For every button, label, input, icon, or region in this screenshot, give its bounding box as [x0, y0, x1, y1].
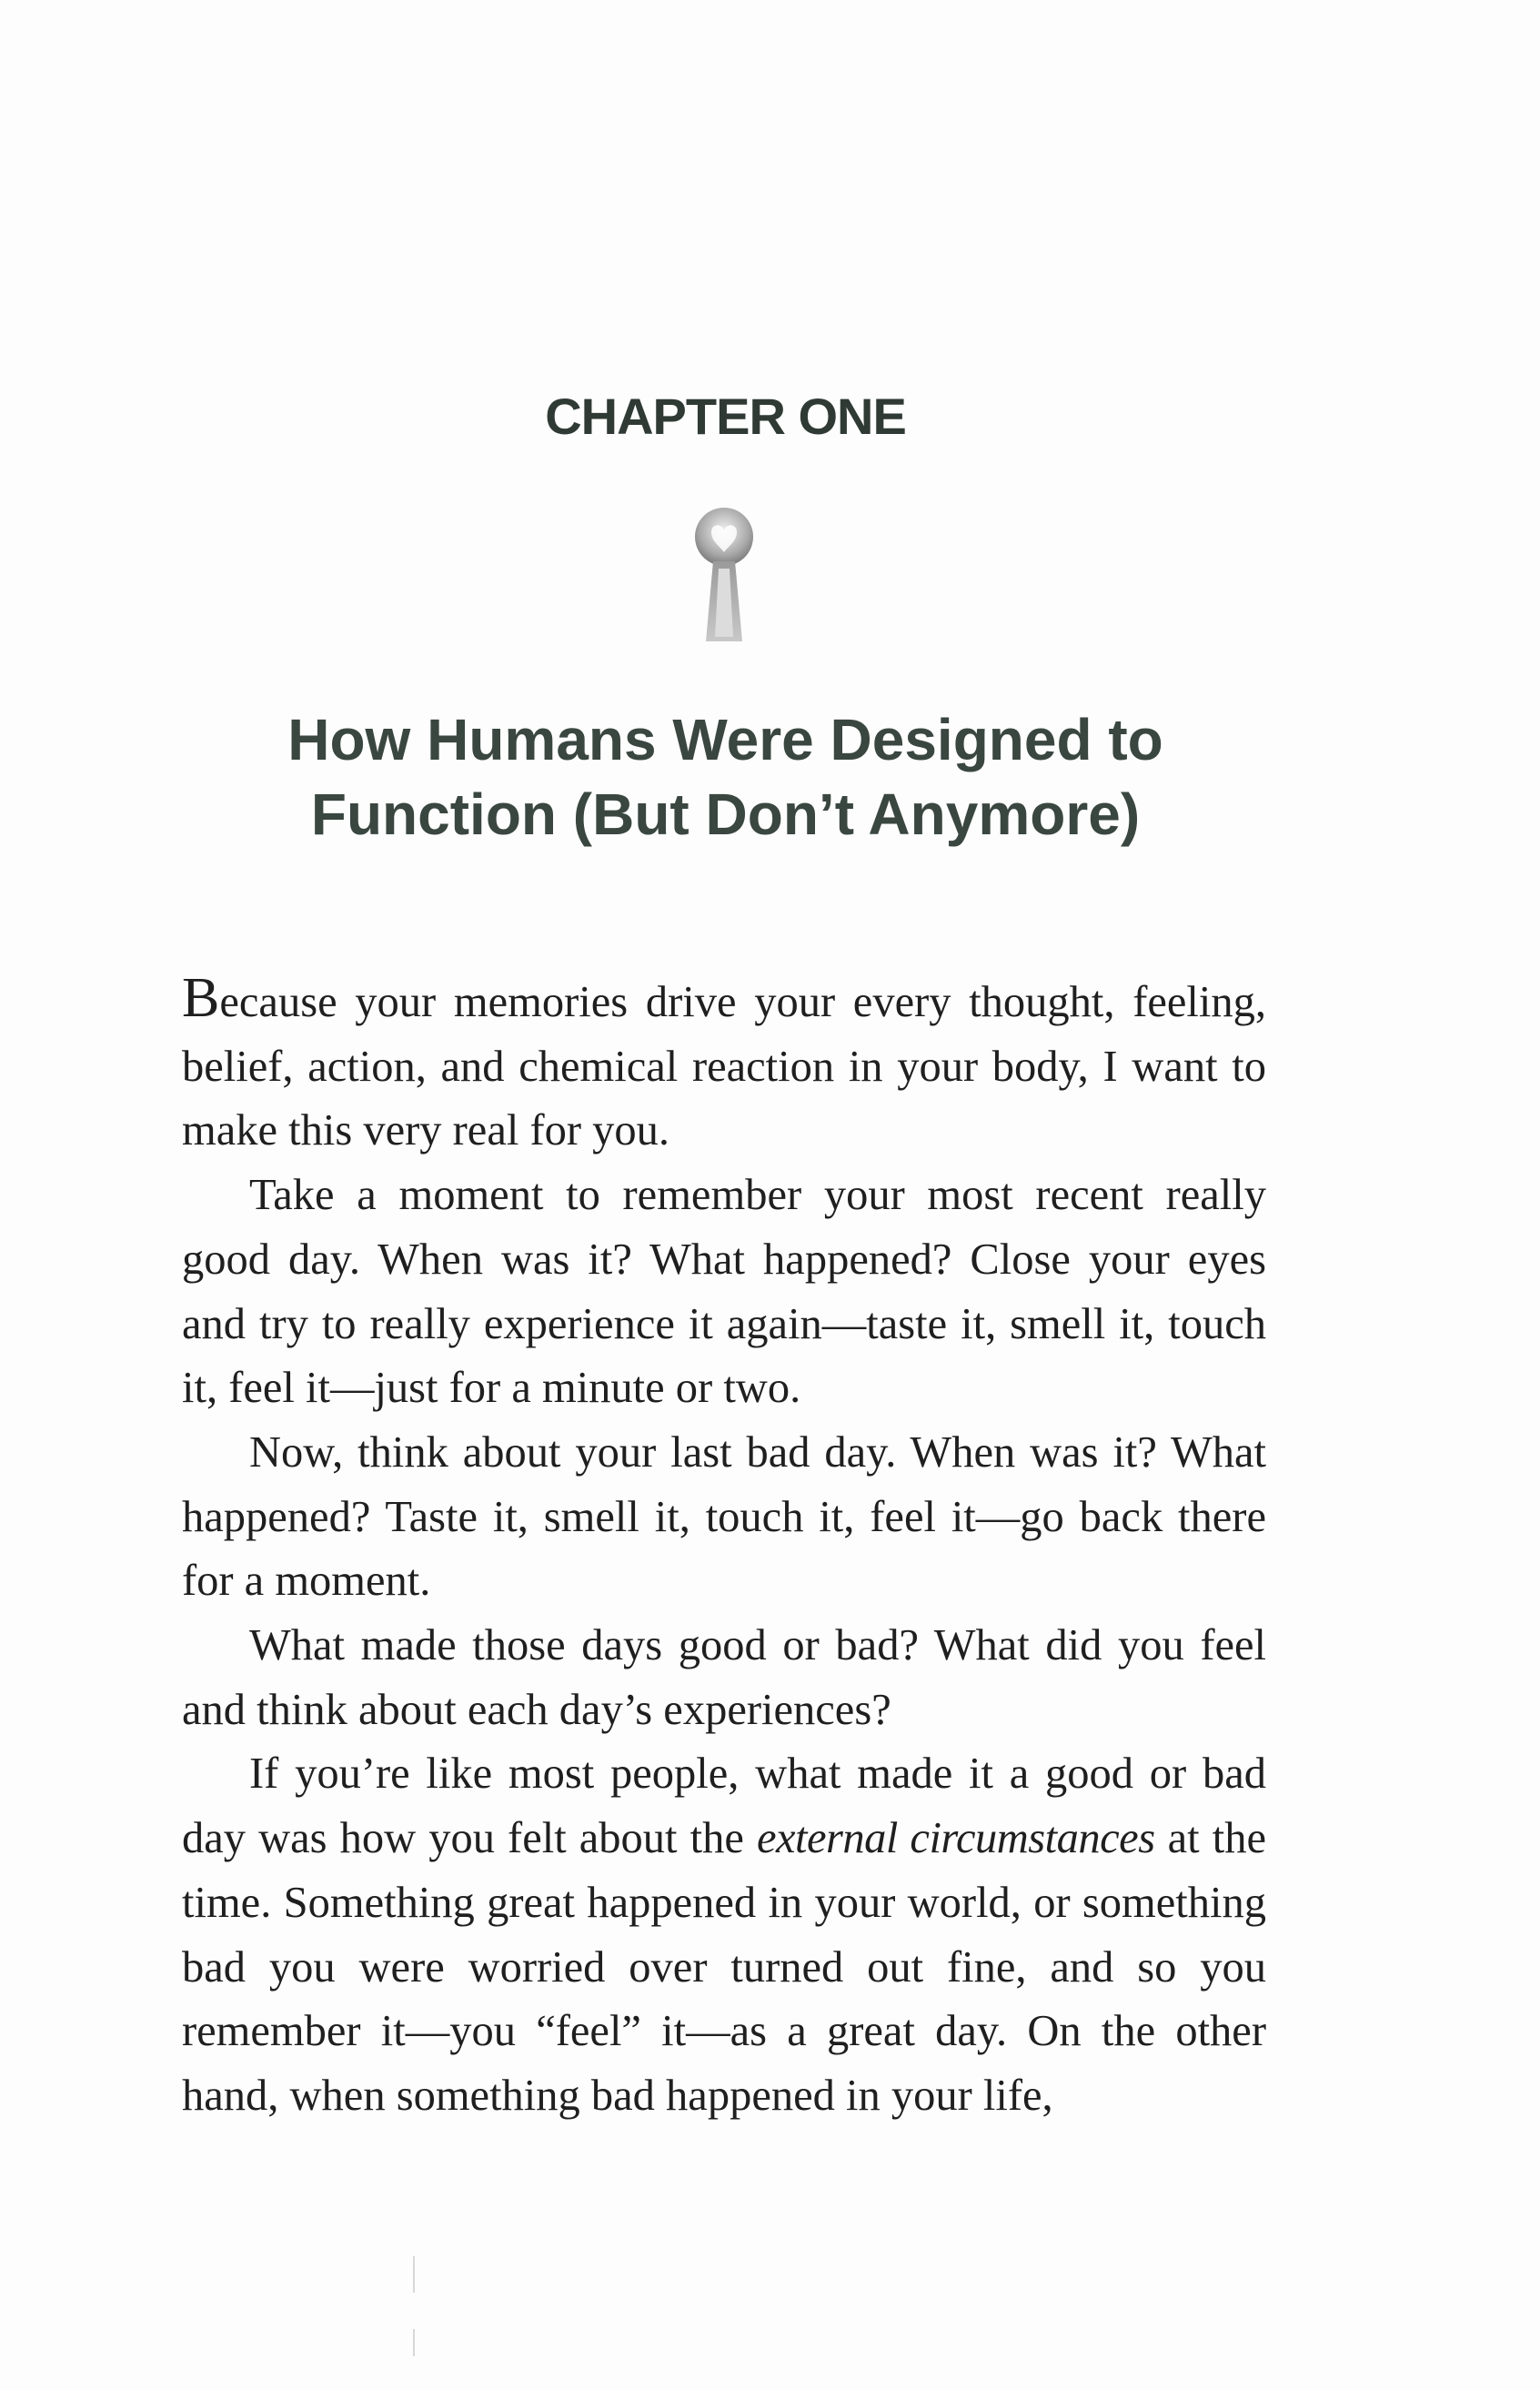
chapter-title-line-1: How Humans Were Designed to: [287, 707, 1163, 772]
chapter-title-line-2: Function (But Don’t Anymore): [310, 782, 1141, 847]
chapter-label: CHAPTER ONE: [545, 388, 906, 445]
paragraph-5-text-a: If you’re like most people, what made it a good or bad day was how you felt about the: [182, 1750, 1266, 1863]
paragraph-1: [182, 966, 1266, 1164]
paragraph-5: [182, 1742, 1266, 2128]
paragraph-4: What made those days good or bad? What did you feel and think about each day’s experiences?: [182, 1621, 1266, 1734]
paragraph-3: Now, think about your last bad day. When was it? What happened? Taste it, smell it, touch it, feel it—go back there for a moment.: [182, 1427, 1266, 1606]
paragraph-2: Take a moment to remember your most recent really good day. When was it? What happened? Close your eyes and try to really experience it again—taste it, smell it, touch it, feel it—just for a minute or two.: [182, 1171, 1266, 1413]
body-text: [182, 966, 1266, 2129]
paragraph-5-text-b: at the time. Something great happened in your world, or something bad you were worried over turned out fine, and so you remember it—you “feel” it—as a great day. On the other hand, when something bad happened in your life,: [182, 1814, 1266, 2120]
keyhole-heart-ornament-icon: [688, 505, 760, 646]
initial-letter: B: [182, 967, 220, 1029]
chapter-title: [0, 702, 1451, 852]
paragraph-5-italic: external circumstances: [756, 1814, 1155, 1863]
scan-mark: [413, 2256, 415, 2293]
paragraph-1-text: ecause your memories drive your every thought, feeling, belief, action, and chemical reaction in your body, I want to make this very real for you.: [182, 978, 1266, 1155]
scan-mark: [413, 2329, 415, 2356]
